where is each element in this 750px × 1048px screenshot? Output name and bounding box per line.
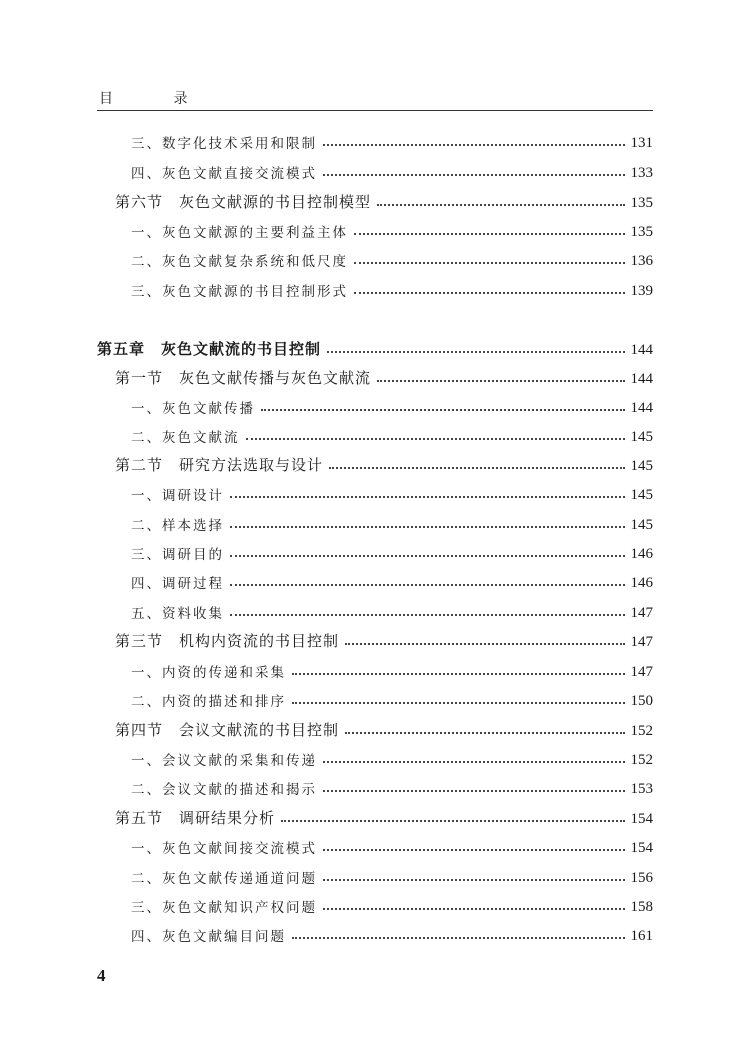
toc-entry-title: 二、灰色文献传递通道问题	[131, 871, 317, 887]
toc-entry-title: 三、灰色文献知识产权问题	[131, 900, 317, 916]
dot-leader	[354, 262, 625, 264]
toc-page-number: 152	[630, 723, 653, 739]
dot-leader	[292, 937, 625, 939]
toc-page-number: 150	[630, 693, 653, 709]
toc-subsection	[131, 923, 653, 945]
dot-leader	[292, 702, 625, 704]
toc-page-number: 145	[630, 429, 653, 445]
toc-subsection	[131, 570, 653, 592]
toc-entry-title: 三、灰色文献源的书目控制形式	[131, 284, 348, 300]
dot-leader	[230, 614, 625, 616]
toc-entry-title: 一、内资的传递和采集	[131, 665, 286, 681]
header-title: 目 录	[99, 91, 216, 107]
dot-leader	[323, 761, 625, 763]
toc-page-number: 146	[630, 546, 653, 562]
toc-page-number: 145	[630, 458, 653, 474]
dot-leader	[377, 204, 624, 206]
toc-page-number: 146	[630, 575, 653, 591]
toc-page-number: 131	[630, 135, 653, 151]
dot-leader	[281, 820, 624, 822]
toc-page-number: 152	[630, 752, 653, 768]
toc-subsection	[131, 688, 653, 710]
dot-leader	[327, 351, 624, 353]
toc-entry-title: 一、会议文献的采集和传递	[131, 753, 317, 769]
dot-leader	[230, 526, 625, 528]
toc-entry-title: 四、灰色文献编目问题	[131, 929, 286, 945]
toc-entry-title: 一、调研设计	[131, 488, 224, 504]
dot-leader	[345, 643, 624, 645]
dot-leader	[329, 467, 624, 469]
toc-page-number: 147	[630, 605, 653, 621]
toc-subsection	[131, 395, 653, 417]
toc-page-number: 145	[630, 487, 653, 503]
toc-section	[115, 806, 653, 828]
page-number: 4	[97, 966, 106, 985]
toc-subsection	[131, 482, 653, 504]
toc-entry-title: 第五节 调研结果分析	[115, 809, 276, 827]
toc-subsection	[131, 512, 653, 534]
toc-entry-title: 第三节 机构内资流的书目控制	[115, 632, 340, 650]
toc-page-number: 145	[630, 517, 653, 533]
toc-page-number: 147	[630, 634, 653, 650]
toc-page-number: 144	[630, 371, 653, 387]
toc-subsection	[131, 424, 653, 446]
dot-leader	[230, 496, 625, 498]
toc-entry-title: 二、灰色文献复杂系统和低尺度	[131, 254, 348, 270]
toc-entry-title: 五、资料收集	[131, 606, 224, 622]
toc-subsection	[131, 600, 653, 622]
toc-section	[115, 453, 653, 475]
toc-page-number: 147	[630, 664, 653, 680]
toc-subsection	[131, 865, 653, 887]
toc-entry-title: 一、灰色文献源的主要利益主体	[131, 225, 348, 241]
dot-leader	[246, 438, 625, 440]
toc-section	[115, 629, 653, 651]
toc-section	[115, 366, 653, 388]
toc-page-number: 139	[630, 283, 653, 299]
dot-leader	[323, 144, 625, 146]
dot-leader	[323, 174, 625, 176]
dot-leader	[261, 409, 625, 411]
toc-subsection	[131, 278, 653, 300]
table-of-contents	[0, 130, 750, 960]
toc-subsection	[131, 747, 653, 769]
dot-leader	[323, 849, 625, 851]
dot-leader	[323, 879, 625, 881]
toc-chapter	[97, 337, 653, 359]
toc-subsection	[131, 776, 653, 798]
toc-entry-title: 第六节 灰色文献源的书目控制模型	[115, 193, 372, 211]
toc-entry-title: 第一节 灰色文献传播与灰色文献流	[115, 369, 372, 387]
toc-page-number: 135	[630, 195, 653, 211]
toc-subsection	[131, 219, 653, 241]
toc-subsection	[131, 835, 653, 857]
toc-page-number: 158	[630, 899, 653, 915]
toc-page-number: 133	[630, 165, 653, 181]
toc-page-number: 161	[630, 928, 653, 944]
toc-subsection	[131, 894, 653, 916]
toc-page-number: 136	[630, 253, 653, 269]
toc-entry-title: 三、数字化技术采用和限制	[131, 136, 317, 152]
toc-subsection	[131, 130, 653, 152]
toc-entry-title: 四、调研过程	[131, 576, 224, 592]
toc-page-number: 144	[630, 342, 653, 358]
toc-entry-title: 一、灰色文献间接交流模式	[131, 841, 317, 857]
toc-subsection	[131, 541, 653, 563]
toc-entry-title: 第五章 灰色文献流的书目控制	[97, 340, 322, 358]
toc-subsection	[131, 248, 653, 270]
toc-page-number: 153	[630, 781, 653, 797]
dot-leader	[377, 380, 624, 382]
toc-page-number: 154	[630, 840, 653, 856]
toc-section	[115, 718, 653, 740]
dot-leader	[323, 790, 625, 792]
toc-page-number: 144	[630, 400, 653, 416]
toc-section	[115, 190, 653, 212]
running-header	[97, 86, 653, 111]
toc-entry-title: 二、内资的描述和排序	[131, 694, 286, 710]
toc-entry-title: 三、调研目的	[131, 547, 224, 563]
toc-entry-title: 第二节 研究方法选取与设计	[115, 456, 324, 474]
dot-leader	[292, 673, 625, 675]
toc-entry-title: 一、灰色文献传播	[131, 401, 255, 417]
toc-entry-title: 二、灰色文献流	[131, 430, 240, 446]
toc-subsection	[131, 160, 653, 182]
toc-entry-title: 第四节 会议文献流的书目控制	[115, 721, 340, 739]
toc-page-number: 154	[630, 811, 653, 827]
dot-leader	[323, 908, 625, 910]
dot-leader	[354, 292, 625, 294]
toc-subsection	[131, 659, 653, 681]
dot-leader	[230, 584, 625, 586]
toc-entry-title: 二、样本选择	[131, 518, 224, 534]
dot-leader	[354, 233, 625, 235]
toc-page-number: 156	[630, 870, 653, 886]
dot-leader	[230, 555, 625, 557]
dot-leader	[345, 732, 624, 734]
toc-entry-title: 四、灰色文献直接交流模式	[131, 166, 317, 182]
toc-entry-title: 二、会议文献的描述和揭示	[131, 782, 317, 798]
toc-page-number: 135	[630, 224, 653, 240]
